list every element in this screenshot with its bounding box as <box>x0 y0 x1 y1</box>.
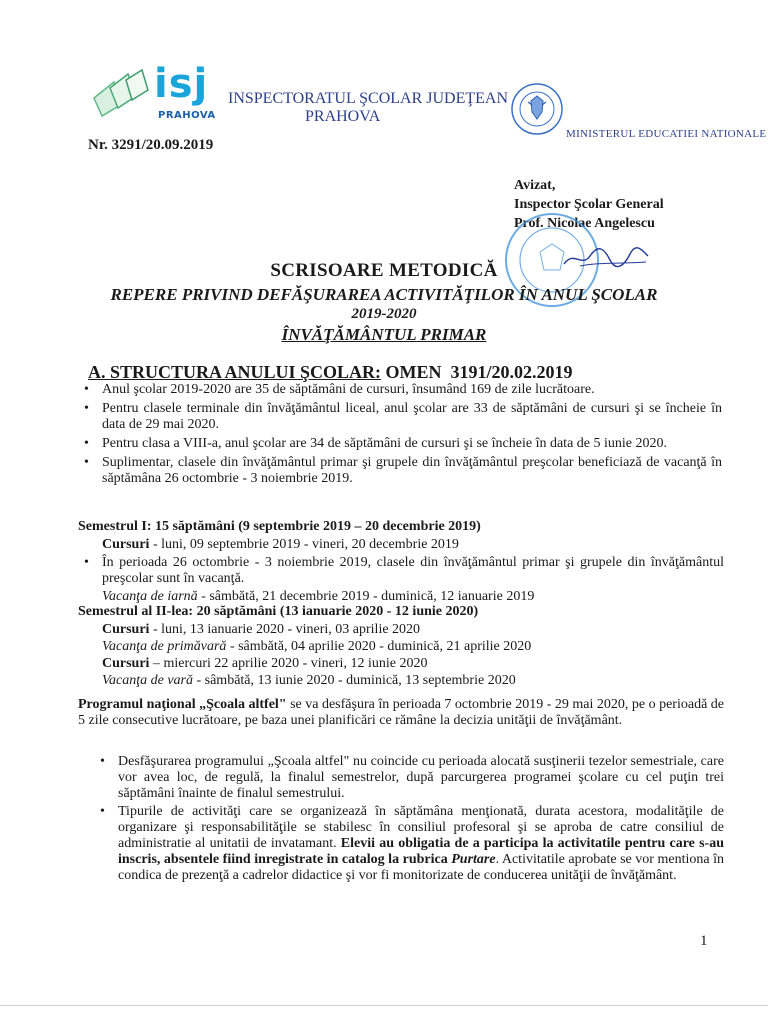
courses-label: Cursuri <box>102 622 150 637</box>
winter-dates: - sâmbătă, 21 decembrie 2019 - duminică, 12 ianuarie 2019 <box>197 589 535 604</box>
education-level: ÎNVĂŢĂMÂNTUL PRIMAR <box>281 325 487 344</box>
document-number: Nr. 3291/20.09.2019 <box>88 137 214 153</box>
list-item: • Pentru clasele terminale din învăţământul liceal, anul şcolar are 33 de săptămâni de cursuri şi se încheie în data de 29 mai 2020. <box>84 401 722 433</box>
approver-name: Prof. Nicolae Angelescu <box>514 216 655 231</box>
ministry-name: MINISTERUL EDUCATIEI NATIONALE <box>566 128 767 140</box>
semester-1-list <box>84 555 724 587</box>
list-item: • Anul şcolar 2019-2020 are 35 de săptămâni de cursuri, însumând 169 de zile lucrătoare. <box>84 382 722 398</box>
section-a-order: OMEN 3191/20.02.2019 <box>381 362 573 382</box>
school-year: 2019-2020 <box>351 306 417 322</box>
list-item <box>100 804 724 884</box>
conduct-rubric: Purtare <box>451 852 496 867</box>
section-a-list <box>84 382 722 490</box>
courses-dates: - luni, 09 septembrie 2019 - vineri, 20 decembrie 2019 <box>149 537 459 552</box>
courses-dates: – miercuri 22 aprilie 2020 - vineri, 12 iunie 2020 <box>149 656 428 671</box>
summer-vacation <box>102 673 516 689</box>
activities-text: Tipurile de activităţi care se organizează în săptămâna menţionată, durata acestora, modalităţile de organizare şi responsabilităţile se stabilesc în consiliul profesoral şi se aproba de catre consiliul de administratie al unitatii de invatamant. <box>118 804 724 851</box>
list-item: • Desfăşurarea programului „Şcoala altfel" nu coincide cu perioada alocată susţinerii tezelor semestriale, care vor avea loc, de regulă, la finalul semestrelor, după parcurgerea programei şcolare cu cel puţin trei săptămâni înainte de finalul semestrului. <box>100 754 724 802</box>
inspectorate-name: INSPECTORATUL ŞCOLAR JUDEŢEAN <box>228 90 509 107</box>
semester-2-courses-1 <box>102 622 420 638</box>
winter-vacation <box>102 589 534 605</box>
program-paragraph <box>78 697 724 729</box>
spring-label: Vacanţa de primăvară <box>102 639 227 654</box>
summer-dates: - sâmbătă, 13 iunie 2020 - duminică, 13 septembrie 2020 <box>192 673 516 688</box>
document-title: SCRISOARE METODICĂ <box>270 260 498 281</box>
books-icon <box>88 64 152 124</box>
winter-label: Vacanţa de iarnă <box>102 589 198 604</box>
approval-label: Avizat, <box>514 178 556 193</box>
semester-1-courses <box>102 537 459 553</box>
list-item: • În perioada 26 octombrie - 3 noiembrie 2019, clasele din învăţământul primar şi grupele din învăţământul preşcolar sunt în vacanţă. <box>84 555 724 587</box>
obligation-text: Elevii au obligatia de a participa la activitatile pentru care s-au inscris, absentele fiind inregistrate in catalog la rubrica <box>118 836 724 867</box>
logo-subtext: PRAHOVA <box>158 110 216 121</box>
courses-label: Cursuri <box>102 656 150 671</box>
inspectorate-county: PRAHOVA <box>305 108 381 125</box>
summer-label: Vacanţa de vară <box>102 673 193 688</box>
semester-2-heading: Semestrul al II-lea: 20 săptămâni (13 ianuarie 2020 - 12 iunie 2020) <box>78 604 479 619</box>
page-divider <box>0 1005 768 1006</box>
page-number: 1 <box>700 933 708 949</box>
semester-2-courses-2 <box>102 656 427 672</box>
program-text: se va desfăşura în perioada 7 octombrie 2019 - 29 mai 2020, pe o perioadă de 5 zile consecutive lucrătoare, pe baza unei planificări ce rămâne la decizia unităţii de învăţământ. <box>78 697 725 728</box>
spring-dates: - sâmbătă, 04 aprilie 2020 - duminică, 21 aprilie 2020 <box>226 639 532 654</box>
approver-role: Inspector Şcolar General <box>514 197 664 212</box>
program-name: Programul naţional „Şcoala altfel" <box>78 697 287 712</box>
list-item: • Suplimentar, clasele din învăţământul primar şi grupele din învăţământul preşcolar beneficiază de vacanţă în săptămâna 26 octombrie - 3 noiembrie 2019. <box>84 455 722 487</box>
semester-1-heading: Semestrul I: 15 săptămâni (9 septembrie 2019 – 20 decembrie 2019) <box>78 519 481 534</box>
courses-label: Cursuri <box>102 537 150 552</box>
activities-text-end: . Activitatile aprobate se vor mentiona în condica de prezenţă a cadrelor didactice şi vor fi monitorizate de conducerea unităţii de învăţământ. <box>118 852 724 883</box>
government-seal <box>510 82 564 136</box>
coat-of-arms-icon <box>510 82 564 136</box>
section-a-title: A. STRUCTURA ANULUI ŞCOLAR: <box>88 362 382 382</box>
document-subtitle: REPERE PRIVIND DEFĂŞURAREA ACTIVITĂŢILOR ÎN ANUL ŞCOLAR <box>110 285 658 304</box>
logo-text: isj <box>154 61 209 107</box>
section-a-heading <box>88 362 573 383</box>
program-list <box>100 754 724 886</box>
spring-vacation <box>102 639 531 655</box>
courses-dates: - luni, 13 ianuarie 2020 - vineri, 03 aprilie 2020 <box>149 622 421 637</box>
list-item: • Pentru clasa a VIII-a, anul şcolar are 34 de săptămâni de cursuri şi se încheie în data de 5 iunie 2020. <box>84 436 722 452</box>
isj-logo <box>88 61 216 126</box>
